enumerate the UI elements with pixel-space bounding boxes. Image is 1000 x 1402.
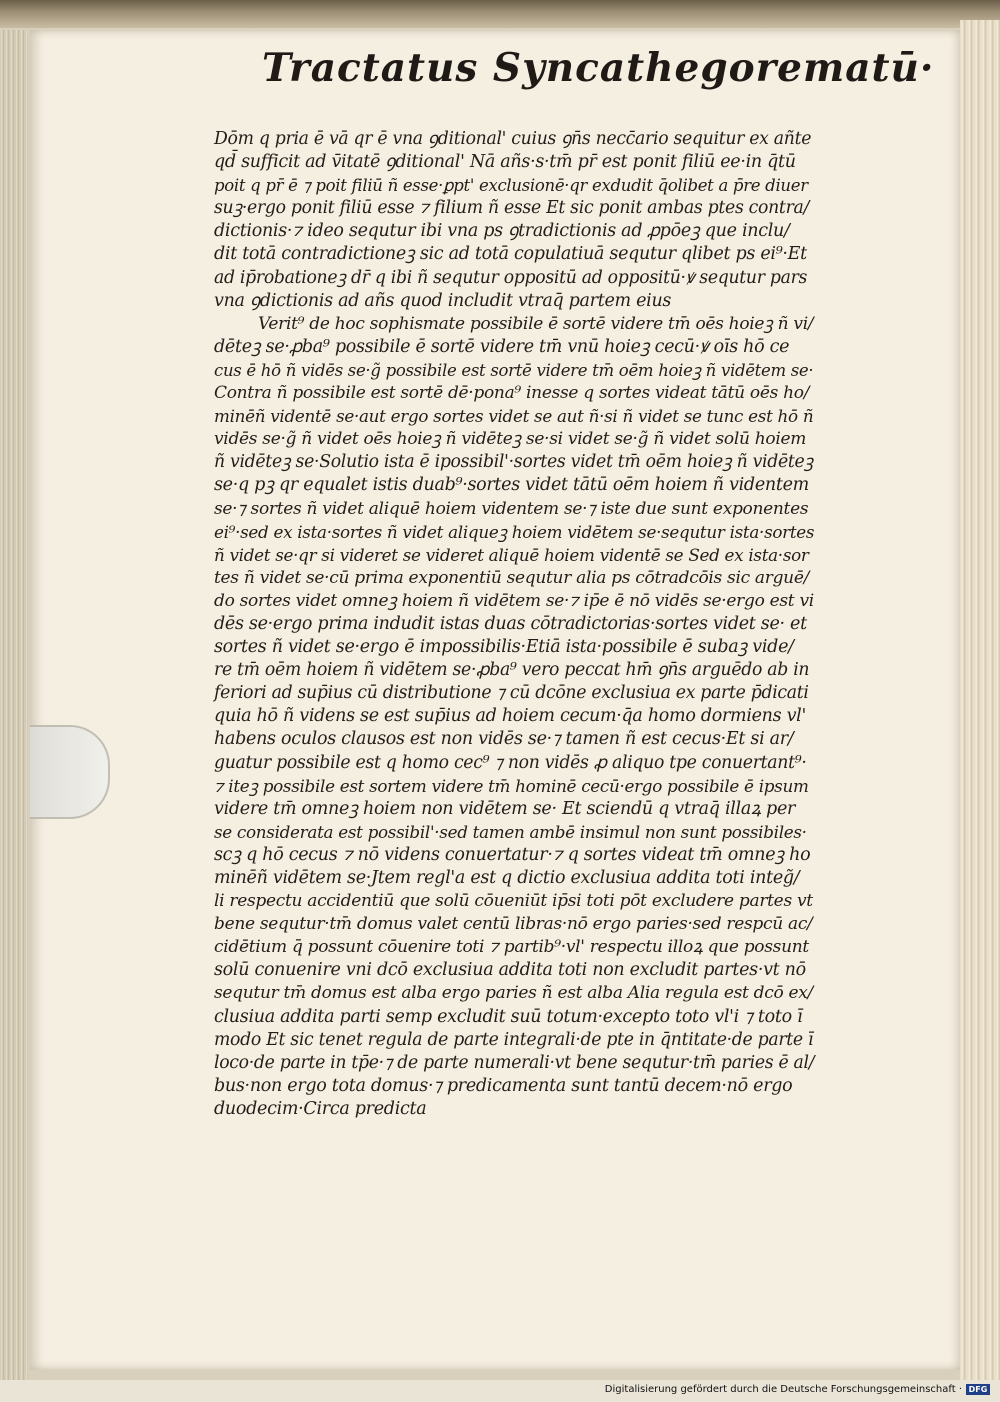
page-clip xyxy=(30,725,110,819)
text-line: do sortes videt omneꝫ hoiem ñ vidētem se·⁊ ip̄e ē nō vidēs se·ergo est vi xyxy=(214,590,814,611)
text-line: cus ē hō ñ vidēs se·g̃ possibile est sortē videre tm̄ oēm hoieꝫ ñ vidētem se· xyxy=(214,360,814,380)
footer-text: Digitalisierung gefördert durch die Deutsche Forschungsgemeinschaft · xyxy=(604,1383,962,1395)
footer xyxy=(605,1382,990,1396)
text-line: vna ꝯdictionis ad añs quod includit vtraq̄ partem eius xyxy=(214,290,672,311)
text-line: vidēs se·g̃ ñ videt oēs hoieꝫ ñ vidēteꝫ se·si videt se·g̃ ñ videt solū hoiem xyxy=(214,429,807,450)
text-line: guatur possibile est q homo cec⁹ ⁊ non vidēs ꝓ aliquo tpe conuertant⁹· xyxy=(214,752,807,773)
text-line: qd̄ sufficit ad v̄itatē ꝯditional' Nā añs·s·tm̄ pr̄ est ponit filiū ee·in q̄tū xyxy=(214,152,796,173)
text-line: modo Et sic tenet regula de parte integrali·de pte in q̄ntitate·de parte ī xyxy=(214,1029,814,1050)
text-line: ñ vidēteꝫ se·Solutio ista ē ipossibil'·sortes videt tm̄ oēm hoieꝫ ñ vidēteꝫ xyxy=(214,452,813,473)
text-line: Contra ñ possibile est sortē dē·pona⁹ inesse q sortes videat tātū oēs ho/ xyxy=(214,383,810,404)
book-edge-right xyxy=(960,20,1000,1380)
book-edge-left xyxy=(0,30,28,1380)
text-line: sequtur tm̄ domus est alba ergo paries ñ est alba Alia regula est dcō ex/ xyxy=(214,983,813,1004)
text-line: ad ip̄robationeꝫ dr̄ q ibi ñ sequtur oppositū ad oppositū·ꝟ sequtur pars xyxy=(214,267,808,288)
text-line: Dōm q pria ē vā qr ē vna ꝯditional' cuius ꝯn̄s necc̄ario sequitur ex añte xyxy=(214,129,812,149)
text-line: loco·de parte in tp̄e·⁊ de parte numerali·vt bene sequtur·tm̄ paries ē al/ xyxy=(214,1052,815,1073)
text-line: Verit⁹ de hoc sophismate possibile ē sortē videre tm̄ oēs hoieꝫ ñ vi/ xyxy=(258,313,814,334)
text-line: habens oculos clausos est non vidēs se·⁊ tamen ñ est cecus·Et si ar/ xyxy=(214,729,794,750)
text-line: minēñ vidētem se·Jtem regl'a est q dictio exclusiua addita toti integ̃/ xyxy=(214,868,800,888)
text-line: clusiua addita parti semp excludit suū totum·excepto toto vl'i ⁊ toto ī xyxy=(214,1006,803,1027)
body-text xyxy=(214,128,814,1121)
dfg-logo: DFG xyxy=(966,1384,990,1395)
text-line: ñ videt se·qr si videret se videret aliquē hoiem videntē se Sed ex ista·sor xyxy=(214,544,809,565)
text-line: bene sequtur·tm̄ domus valet centū libras·nō ergo paries·sed respcū ac/ xyxy=(214,914,813,935)
text-line: se·⁊ sortes ñ videt aliquē hoiem videntem se·⁊ iste due sunt exponentes xyxy=(214,498,809,519)
text-line: dēs se·ergo prima indudit istas duas cōtradictorias·sortes videt se· et xyxy=(214,613,807,634)
text-line: dit totā contradictioneꝫ sic ad totā copulatiuā sequtur qlibet ps ei⁹·Et xyxy=(214,244,807,265)
text-line: scꝫ q hō cecus ⁊ nō videns conuertatur·⁊ q sortes videat tm̄ omneꝫ ho xyxy=(214,844,811,865)
text-line: cidētium q̄ possunt cōuenire toti ⁊ partib⁹·vl' respectu illoꝝ que possunt xyxy=(214,937,809,958)
text-line: sortes ñ videt se·ergo ē impossibilis·Etiā ista·possibile ē subaꝫ vide/ xyxy=(214,637,794,658)
page-title: Tractatus Syncathegorematū· xyxy=(262,45,935,91)
text-line: duodecim·Circa predicta xyxy=(214,1098,427,1119)
text-line: ei⁹·sed ex ista·sortes ñ videt aliqueꝫ hoiem vidētem se·sequtur ista·sortes xyxy=(214,521,815,542)
text-line: re tm̄ oēm hoiem ñ vidētem se·ꝓba⁹ vero peccat hm̄ ꝯn̄s arguēdo ab in xyxy=(214,660,810,681)
text-line: suꝫ·ergo ponit filiū esse ⁊ filium ñ esse Et sic ponit ambas ptes contra/ xyxy=(214,198,810,219)
text-line: dēteꝫ se·ꝓba⁹ possibile ē sortē videre tm̄ vnū hoieꝫ cecū·ꝟ oīs hō ce xyxy=(214,336,790,357)
text-line: minēñ videntē se·aut ergo sortes videt se aut ñ·si ñ videt se tunc est hō ñ xyxy=(214,406,814,427)
text-line: solū conuenire vni dcō exclusiua addita toti non excludit partes·vt nō xyxy=(214,960,806,981)
text-line: videre tm̄ omneꝫ hoiem non vidētem se· Et sciendū q vtraq̄ illaꝝ per xyxy=(214,798,796,819)
book-spine-top xyxy=(0,0,1000,28)
text-line: dictionis·⁊ ideo sequtur ibi vna ps ꝯtradictionis ad ꝓpōeꝫ que inclu/ xyxy=(214,221,790,242)
text-line: poit q pr̄ ē ⁊ poit filiū ñ esse·ꝑpt' exclusionē·qr exdudit q̄olibet a p̄re diuer xyxy=(214,176,808,196)
text-line: feriori ad sup̄ius cū distributione ⁊ cū dcōne exclusiua ex parte p̄dicati xyxy=(214,683,809,704)
text-line: se·q pꝫ qr equalet istis duab⁹·sortes videt tātū oēm hoiem ñ videntem xyxy=(214,475,809,496)
text-line: li respectu accidentiū que solū cōueniūt ip̄si toti pōt excludere partes vt xyxy=(214,891,813,912)
text-line: ⁊ iteꝫ possibile est sortem videre tm̄ hominē cecū·ergo possibile ē ipsum xyxy=(214,775,809,796)
text-line: bus·non ergo tota domus·⁊ predicamenta sunt tantū decem·nō ergo xyxy=(214,1075,793,1096)
text-line: quia hō ñ videns se est sup̄ius ad hoiem cecum·q̄a homo dormiens vl' xyxy=(214,706,806,727)
text-line: tes ñ videt se·cū prima exponentiū sequtur alia ps cōtradcōis sic arguē/ xyxy=(214,567,810,588)
text-line: se considerata est possibil'·sed tamen ambē insimul non sunt possibiles· xyxy=(214,821,807,842)
